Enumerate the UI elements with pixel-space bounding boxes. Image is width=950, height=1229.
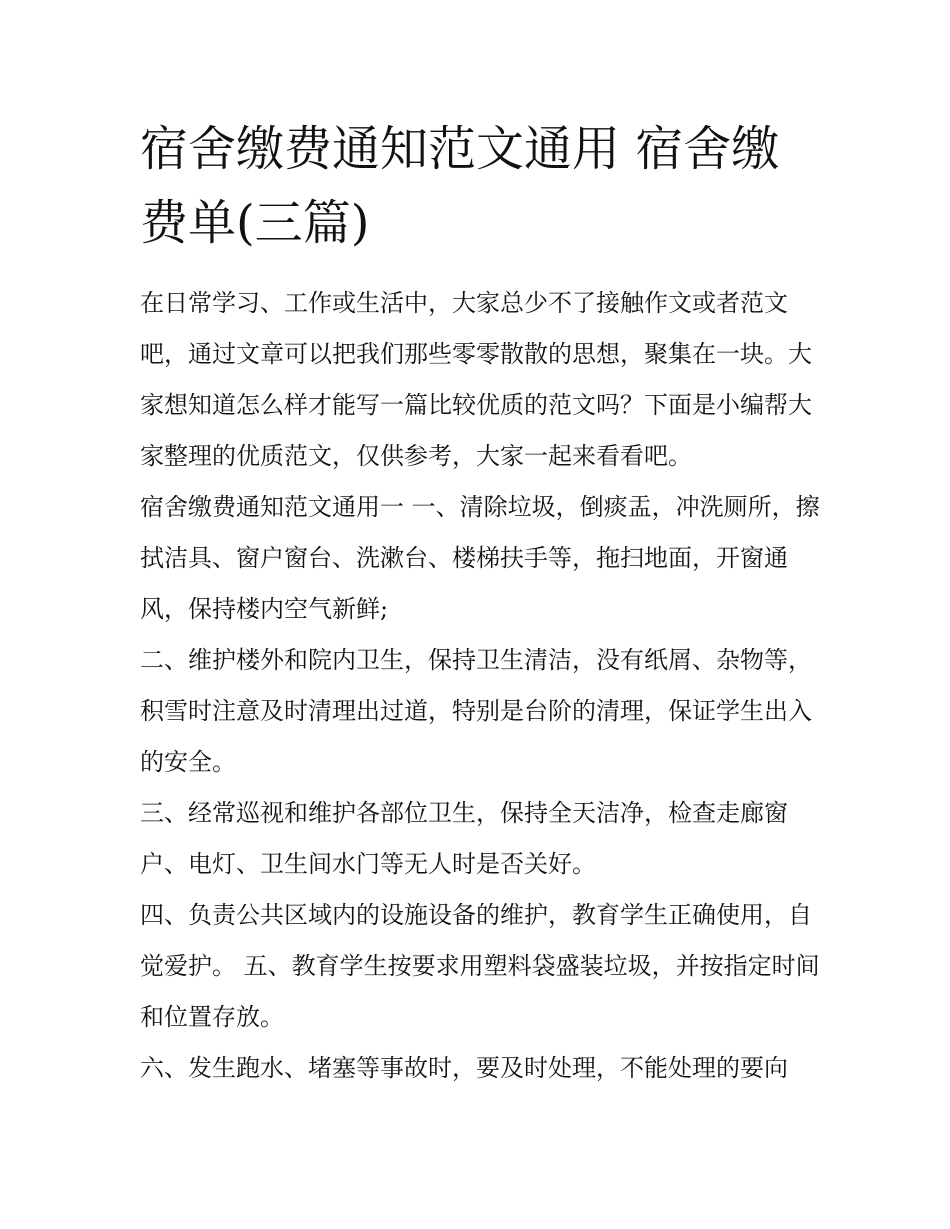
paragraph-item-6: 六、发生跑水、堵塞等事故时，要及时处理，不能处理的要向 bbox=[140, 1054, 788, 1082]
paragraph-item-2: 二、维护楼外和院内卫生，保持卫生清洁，没有纸屑、杂物等，积雪时注意及时清理出过道，特别是台阶的清理，保证学生出入的安全。 bbox=[140, 646, 812, 776]
paragraph-item-3: 三、经常巡视和维护各部位卫生，保持全天洁净，检查走廊窗户、电灯、卫生间水门等无人时是否关好。 bbox=[140, 799, 788, 878]
document-body bbox=[140, 278, 820, 1094]
paragraph-item-1: 宿舍缴费通知范文通用一 一、清除垃圾，倒痰盂，冲洗厕所，擦拭洁具、窗户窗台、洗漱台、楼梯扶手等，拖扫地面，开窗通风，保持楼内空气新鲜; bbox=[140, 493, 820, 623]
document-title: 宿舍缴费通知范文通用 宿舍缴费单(三篇) bbox=[140, 121, 780, 251]
paragraph-intro: 在日常学习、工作或生活中，大家总少不了接触作文或者范文吧，通过文章可以把我们那些零零散散的思想，聚集在一块。大家想知道怎么样才能写一篇比较优质的范文吗？下面是小编帮大家整理的优质范文，仅供参考，大家一起来看看吧。 bbox=[140, 289, 812, 470]
paragraph-item-4-5: 四、负责公共区域内的设施设备的维护，教育学生正确使用，自觉爱护。 五、教育学生按要求用塑料袋盛装垃圾，并按指定时间和位置存放。 bbox=[140, 901, 820, 1031]
